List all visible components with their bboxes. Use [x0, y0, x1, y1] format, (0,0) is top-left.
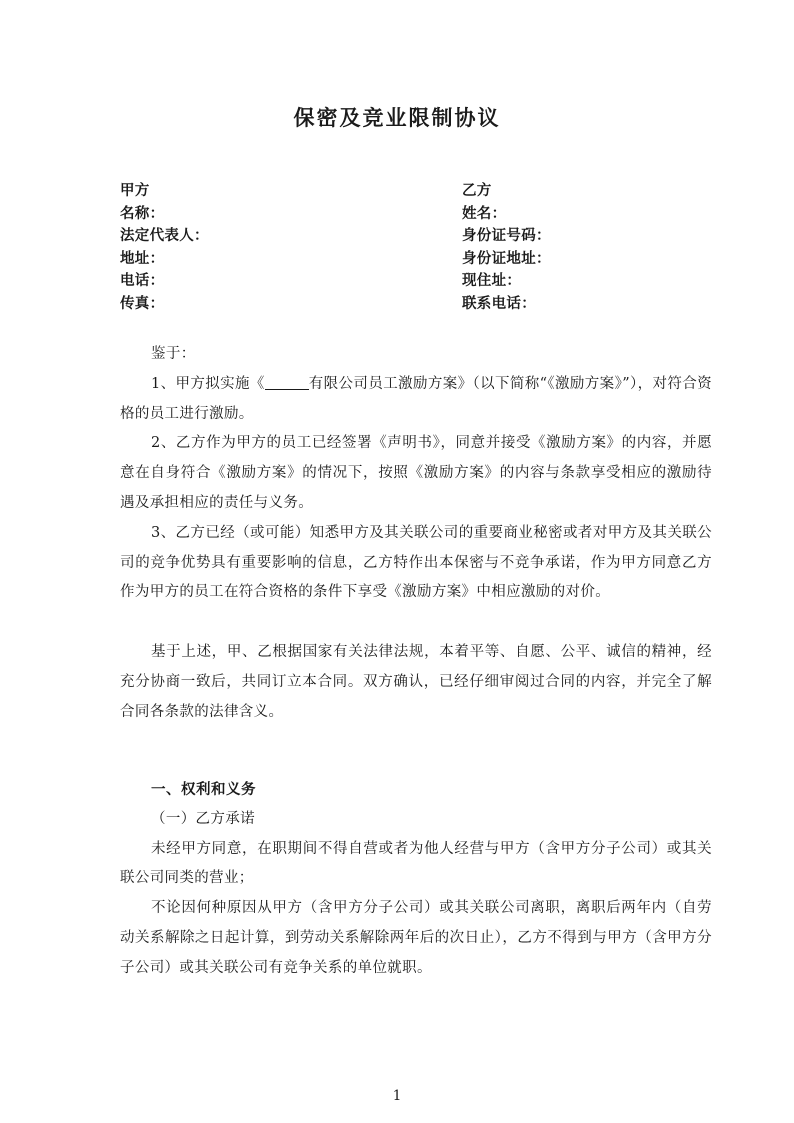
recital-item-1-prefix: 1、甲方拟实施《 [151, 375, 265, 392]
party-a-field-phone: 电话： [120, 272, 165, 289]
company-name-blank[interactable] [265, 389, 309, 390]
section-one-clause-2: 不论因何种原因从甲方（含甲方分子公司）或其关联公司离职，离职后两年内（自劳动关系解除之日起计算，到劳动关系解除两年后的次日止），乙方不得到与甲方（含甲方分子公司）或其关联公司有竞争关系的单位就职。 [120, 900, 712, 976]
block-spacer [120, 608, 712, 638]
section-one-heading: 一、权利和义务 [151, 781, 256, 798]
recitals-block [120, 340, 712, 727]
party-b-field-current-address: 现住址： [462, 272, 522, 289]
party-b-column [462, 180, 720, 315]
preamble-paragraph: 基于上述，甲、乙根据国家有关法律法规，本着平等、自愿、公平、诚信的精神，经充分协商一致后，共同订立本合同。双方确认，已经仔细审阅过合同的内容，并完全了解合同各条款的法律含义。 [120, 643, 712, 720]
recital-item-1-suffix: 有限公司员工激励方案》（以下简称“《激励方案》”），对符合资格的员工进行激励。 [120, 375, 712, 422]
recital-item-3: 3、乙方已经（或可能）知悉甲方及其关联公司的重要商业秘密或者对甲方及其关联公司的竞争优势具有重要影响的信息，乙方特作出本保密与不竞争承诺，作为甲方同意乙方作为甲方的员工在符合资格的条件下享受《激励方案》中相应激励的对价。 [120, 524, 712, 601]
section-one-block [120, 775, 712, 984]
recital-item-1 [120, 370, 712, 430]
parties-block [120, 180, 720, 315]
party-a-field-fax: 传真： [120, 294, 165, 312]
party-a-field-name: 名称： [120, 204, 165, 222]
page-number: 1 [392, 1088, 402, 1104]
party-b-field-id-number: 身份证号码： [462, 227, 551, 244]
page-title: 保密及竞业限制协议 [293, 105, 501, 130]
party-b-field-contact-phone: 联系电话： [462, 294, 536, 312]
party-a-field-legal-rep: 法定代表人： [120, 227, 209, 244]
section-one-clause-1: 未经甲方同意，在职期间不得自营或者为他人经营与甲方（含甲方分子公司）或其关联公司同类的营业； [120, 840, 712, 887]
party-b-heading: 乙方 [462, 182, 492, 199]
recitals-lead: 鉴于： [151, 346, 196, 362]
party-a-field-address: 地址： [120, 249, 165, 267]
party-a-heading: 甲方 [120, 182, 150, 199]
section-one-subheading: （一）乙方承诺 [151, 810, 255, 827]
party-a-column [120, 180, 462, 315]
party-b-field-id-address: 身份证地址： [462, 249, 551, 267]
recital-item-2: 2、乙方作为甲方的员工已经签署《声明书》，同意并接受《激励方案》的内容，并愿意在自身符合《激励方案》的情况下，按照《激励方案》的内容与条款享受相应的激励待遇及承担相应的责任与义务。 [120, 435, 712, 511]
party-b-field-name: 姓名： [462, 204, 507, 222]
